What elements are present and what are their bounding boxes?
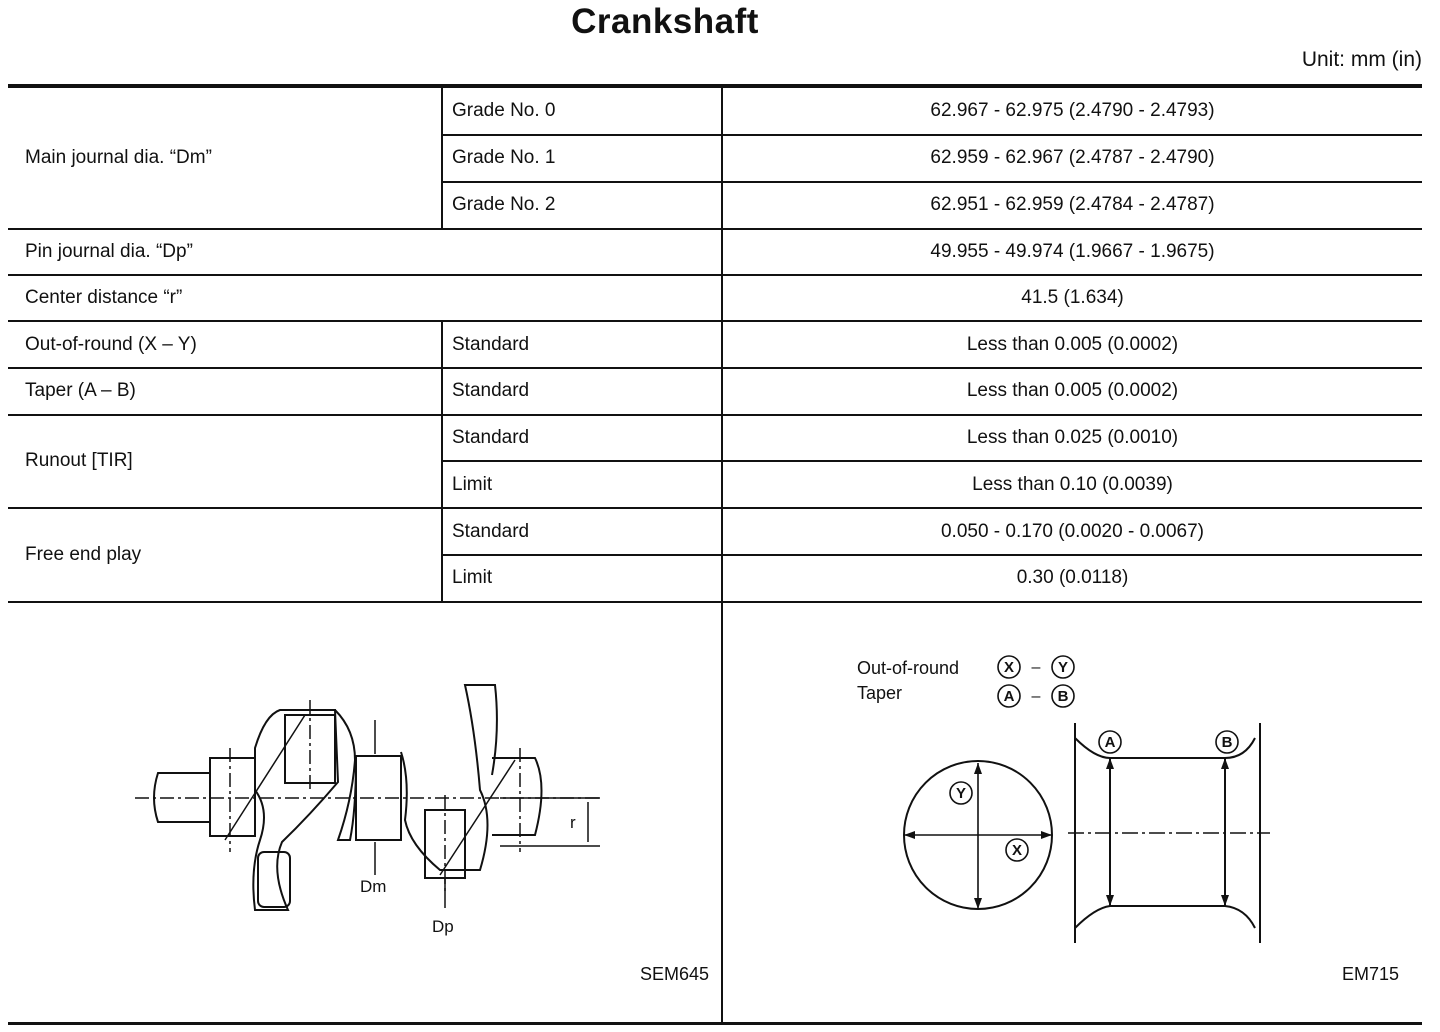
rule-pin	[8, 228, 1422, 230]
main-journal-label: Main journal dia. “Dm”	[25, 147, 212, 168]
rule-grade1	[442, 134, 1422, 136]
col-divider-1a	[441, 86, 443, 229]
runout-standard-label: Standard	[452, 427, 530, 448]
rule-endplay-limit	[442, 554, 1422, 556]
rule-runout	[8, 414, 1422, 416]
rule-runout-limit	[442, 460, 1422, 462]
free-end-play-limit-value: 0.30 (0.0118)	[1016, 567, 1129, 588]
figure-bottom-rule	[8, 1022, 1422, 1025]
side-a-letter: A	[1104, 734, 1116, 751]
figure-code-left: SEM645	[640, 964, 710, 984]
runout-limit-value: Less than 0.10 (0.0039)	[972, 474, 1173, 495]
taper-sub: Standard	[452, 380, 530, 401]
grade-1-value: 62.959 - 62.967 (2.4787 - 2.4790)	[930, 147, 1215, 168]
rule-center	[8, 274, 1422, 276]
table-bottom-rule	[8, 601, 1422, 603]
rule-outofround	[8, 320, 1422, 322]
taper-value: Less than 0.005 (0.0002)	[966, 380, 1179, 401]
circle-y-letter: Y	[955, 785, 967, 802]
legend-x-letter: X	[1003, 659, 1015, 676]
pin-journal-value: 49.955 - 49.974 (1.9667 - 1.9675)	[930, 241, 1215, 262]
runout-label: Runout [TIR]	[25, 450, 133, 471]
pin-journal-label: Pin journal dia. “Dp”	[25, 241, 193, 262]
center-distance-value: 41.5 (1.634)	[1021, 287, 1124, 308]
grade-2-label: Grade No. 2	[452, 194, 556, 215]
out-of-round-legend: Out-of-round	[857, 658, 960, 678]
rule-taper	[8, 367, 1422, 369]
legend-symbols	[990, 652, 1090, 712]
col-divider-1b	[441, 321, 443, 603]
journal-side-view	[1060, 718, 1290, 948]
runout-limit-label: Limit	[452, 474, 493, 495]
grade-1-label: Grade No. 1	[452, 147, 556, 168]
rule-grade2	[442, 181, 1422, 183]
grade-2-value: 62.951 - 62.959 (2.4784 - 2.4787)	[930, 194, 1215, 215]
free-end-play-label: Free end play	[25, 544, 142, 565]
free-end-play-standard-value: 0.050 - 0.170 (0.0020 - 0.0067)	[940, 521, 1205, 542]
taper-legend: Taper	[857, 683, 903, 703]
r-label: r	[570, 813, 576, 832]
taper-label: Taper (A – B)	[25, 380, 136, 401]
dp-label: Dp	[432, 917, 454, 936]
legend-dash-2: –	[1031, 688, 1041, 705]
free-end-play-limit-label: Limit	[452, 567, 493, 588]
legend-b-letter: B	[1057, 688, 1069, 705]
free-end-play-standard-label: Standard	[452, 521, 530, 542]
circle-x-letter: X	[1011, 842, 1023, 859]
page-title: Crankshaft	[571, 2, 759, 41]
out-of-round-sub: Standard	[452, 334, 530, 355]
legend-dash-1: –	[1031, 659, 1041, 676]
table-top-rule	[8, 84, 1422, 88]
grade-0-label: Grade No. 0	[452, 100, 556, 121]
grade-0-value: 62.967 - 62.975 (2.4790 - 2.4793)	[930, 100, 1215, 121]
dm-label: Dm	[360, 877, 387, 896]
rule-endplay	[8, 507, 1422, 509]
col-divider-2	[721, 86, 723, 1024]
out-of-round-value: Less than 0.005 (0.0002)	[966, 334, 1179, 355]
out-of-round-label: Out-of-round (X – Y)	[25, 334, 197, 355]
unit-label: Unit: mm (in)	[1301, 48, 1422, 71]
legend-y-letter: Y	[1057, 659, 1069, 676]
legend-a-letter: A	[1003, 688, 1015, 705]
crankshaft-diagram	[120, 670, 620, 940]
center-distance-label: Center distance “r”	[25, 287, 183, 308]
figure-code-right: EM715	[1342, 964, 1400, 984]
runout-standard-value: Less than 0.025 (0.0010)	[966, 427, 1179, 448]
journal-cross-section	[895, 752, 1065, 922]
side-b-letter: B	[1221, 734, 1233, 751]
